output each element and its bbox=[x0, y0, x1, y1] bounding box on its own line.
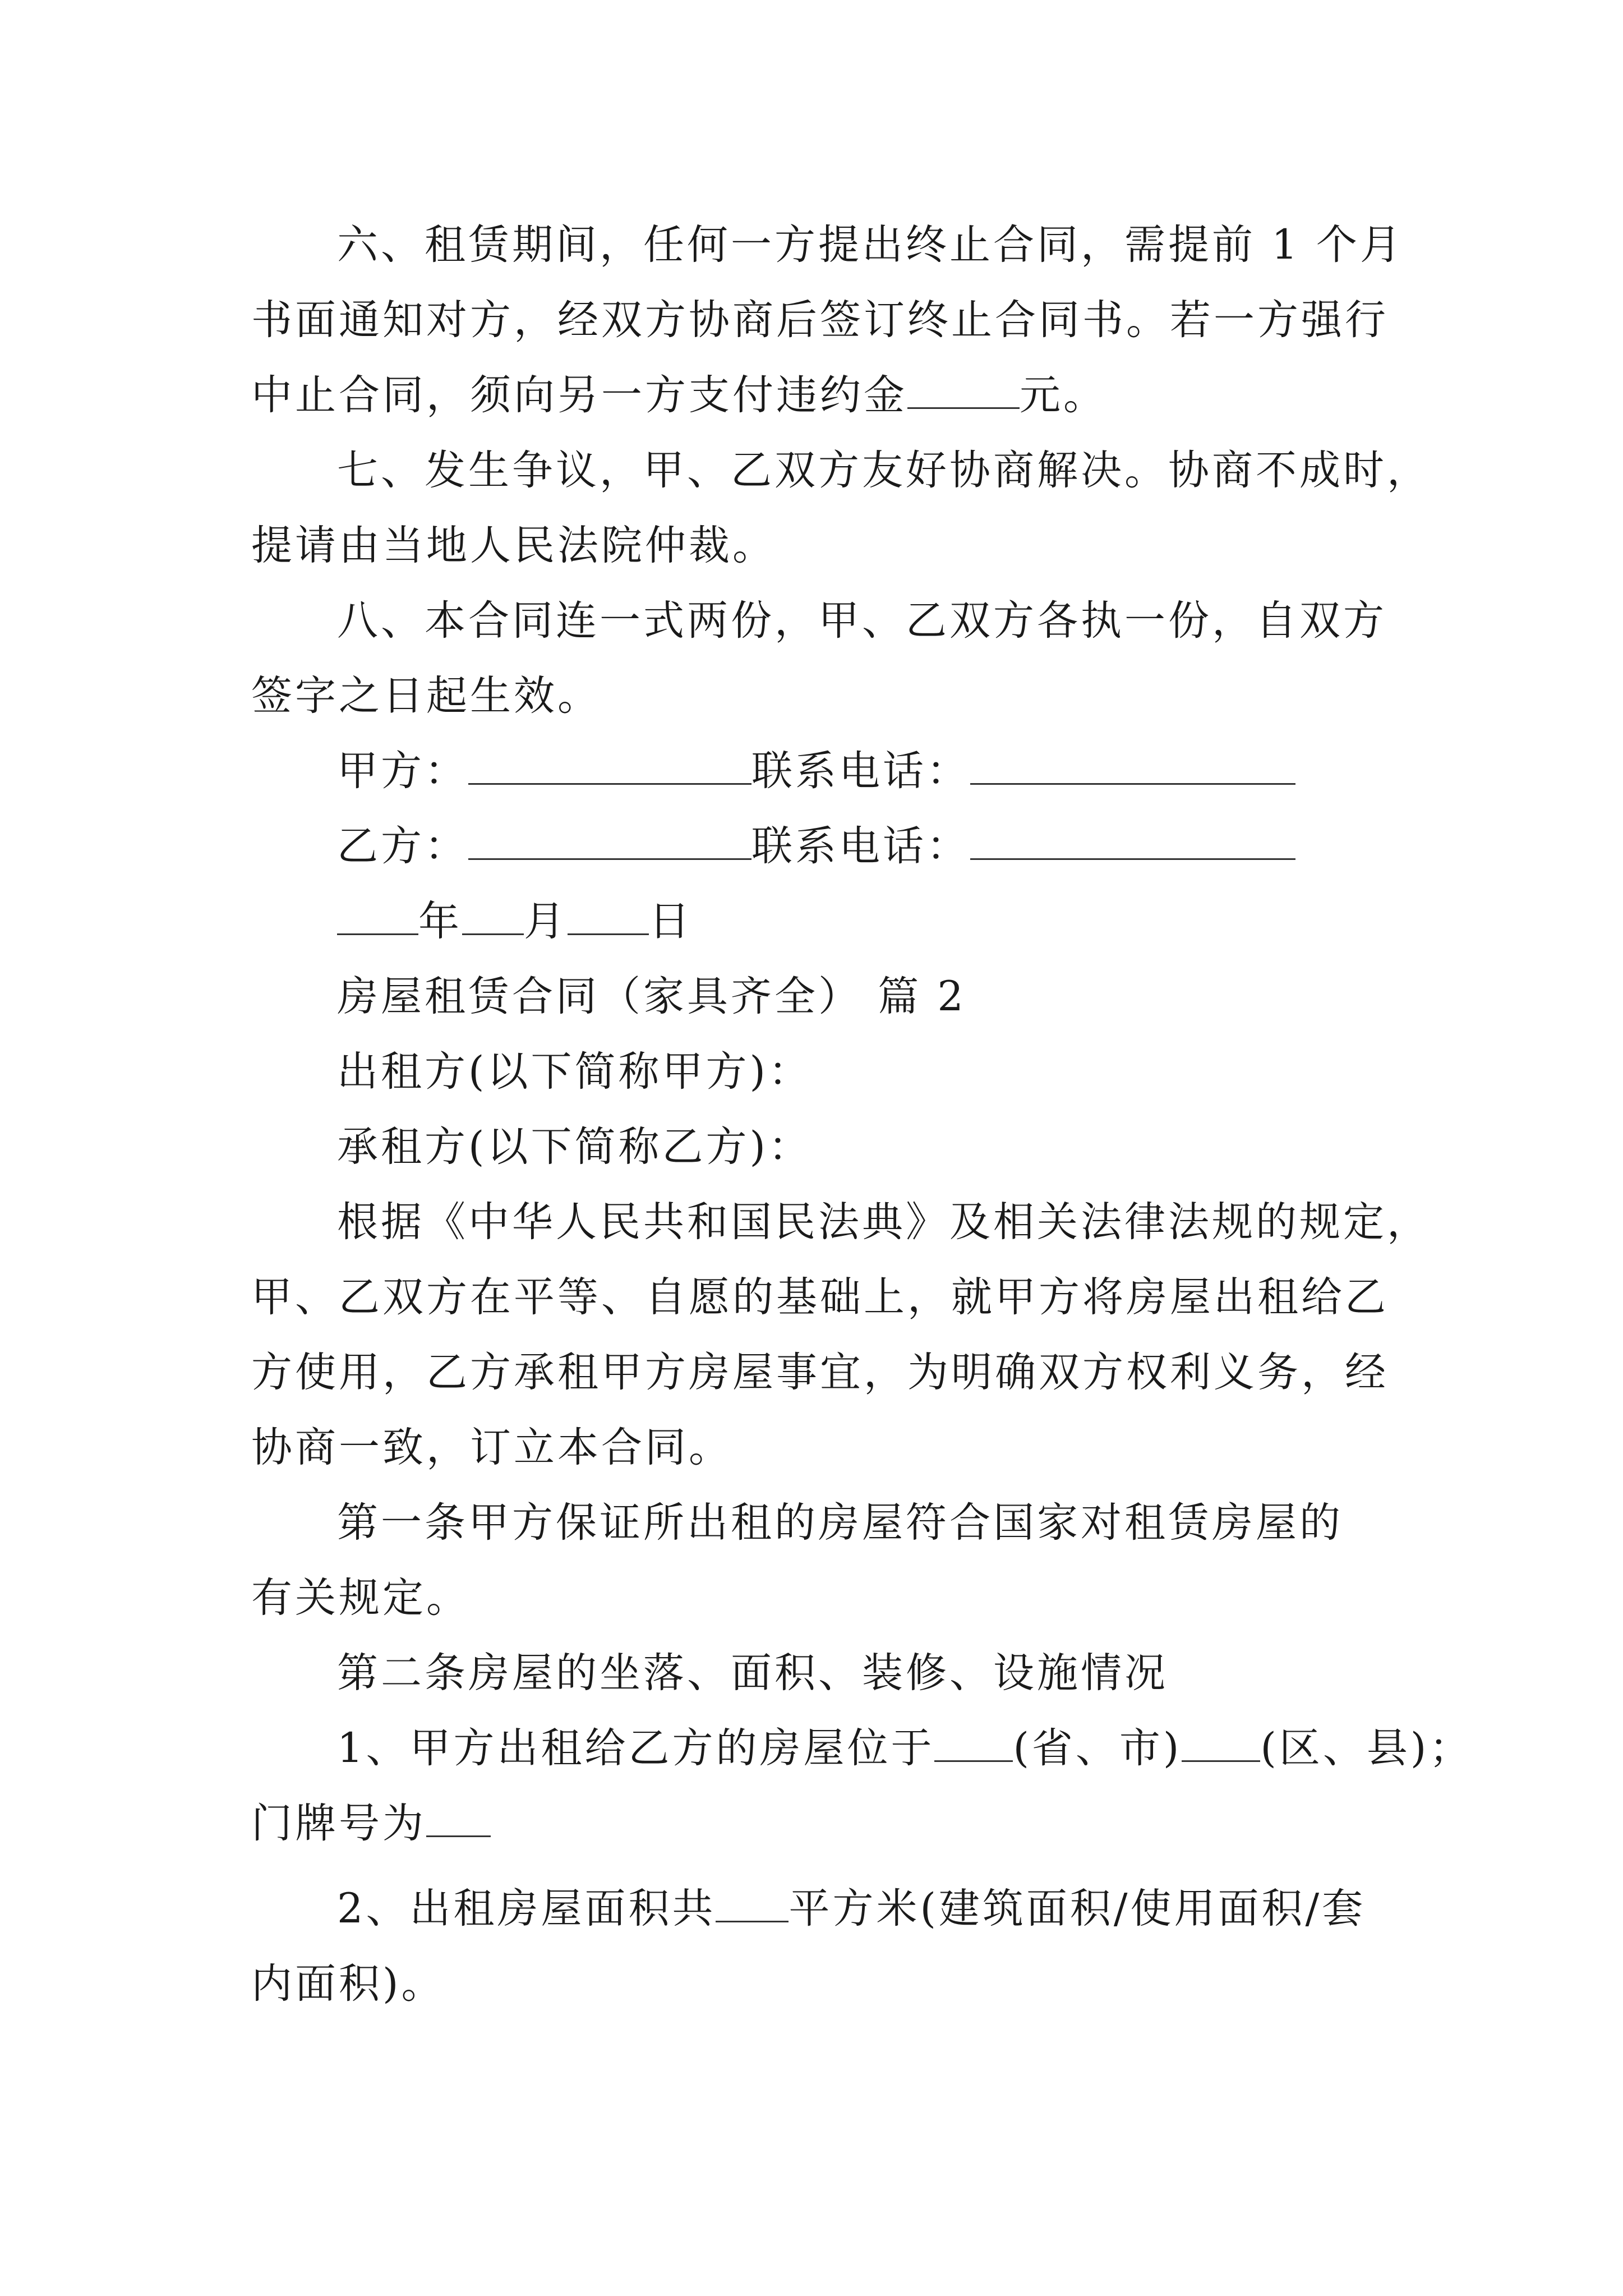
house-number-label: 门牌号为 bbox=[251, 1800, 426, 1847]
location-text: 1、甲方出租给乙方的房屋位于 bbox=[337, 1724, 935, 1772]
district-county-blank bbox=[1182, 1722, 1260, 1762]
month-blank bbox=[462, 895, 524, 935]
year-label: 年 bbox=[418, 898, 462, 945]
party-b-label: 乙方： bbox=[337, 822, 468, 870]
article-1-line-1: 第一条甲方保证所出租的房屋符合国家对租赁房屋的 bbox=[337, 1499, 1343, 1547]
party-a-blank bbox=[468, 745, 751, 785]
lessee-line: 承租方(以下简称乙方)： bbox=[337, 1123, 812, 1171]
party-a-label: 甲方： bbox=[337, 747, 468, 795]
clause-8-line-2: 签字之日起生效。 bbox=[251, 672, 601, 720]
article-2-item-2-line-2: 内面积)。 bbox=[251, 1960, 445, 2008]
clause-6-line-1: 六、租赁期间，任何一方提出终止合同，需提前 1 个月 bbox=[337, 221, 1404, 269]
province-city-blank bbox=[934, 1722, 1013, 1762]
preamble-line-1: 根据《中华人民共和国民法典》及相关法律法规的规定， bbox=[337, 1198, 1431, 1246]
preamble-line-4: 协商一致，订立本合同。 bbox=[251, 1424, 732, 1471]
lessor-line: 出租方(以下简称甲方)： bbox=[337, 1048, 812, 1096]
contract-2-title: 房屋租赁合同（家具齐全） 篇 2 bbox=[337, 973, 966, 1020]
penalty-blank bbox=[907, 369, 1020, 409]
party-a-phone-label: 联系电话： bbox=[751, 747, 970, 795]
party-a-signature-line bbox=[251, 734, 1376, 809]
party-b-blank bbox=[468, 820, 751, 860]
area-unit-text: 平方米(建筑面积/使用面积/套 bbox=[789, 1885, 1366, 1932]
article-2-heading: 第二条房屋的坐落、面积、装修、设施情况 bbox=[337, 1649, 1168, 1697]
district-county-label: (区、县)； bbox=[1260, 1724, 1473, 1772]
article-2-item-1-line-2 bbox=[251, 1786, 1376, 1861]
clause-7-line-2: 提请由当地人民法院仲裁。 bbox=[251, 522, 776, 569]
year-blank bbox=[337, 895, 418, 935]
day-label: 日 bbox=[649, 898, 693, 945]
clause-6-line-3 bbox=[251, 358, 1376, 433]
clause-6-line-2: 书面通知对方，经双方协商后签订终止合同书。若一方强行 bbox=[251, 296, 1389, 344]
document-body bbox=[251, 208, 1473, 2022]
party-b-phone-label: 联系电话： bbox=[751, 822, 970, 870]
party-a-phone-blank bbox=[970, 745, 1295, 785]
clause-8-line-1: 八、本合同连一式两份，甲、乙双方各执一份，自双方 bbox=[337, 597, 1387, 645]
party-b-phone-blank bbox=[970, 820, 1295, 860]
article-2-item-1-line-1 bbox=[251, 1711, 1473, 1786]
day-blank bbox=[568, 895, 649, 935]
clause-6-line-3-text: 中止合同，须向另一方支付违约金 bbox=[251, 371, 907, 419]
province-city-label: (省、市) bbox=[1013, 1724, 1182, 1772]
area-label: 2、出租房屋面积共 bbox=[337, 1885, 716, 1932]
article-2-item-2-line-1 bbox=[251, 1871, 1376, 1947]
month-label: 月 bbox=[524, 898, 568, 945]
clause-6-line-3-unit: 元。 bbox=[1020, 371, 1107, 419]
house-number-blank bbox=[426, 1797, 491, 1837]
preamble-line-2: 甲、乙双方在平等、自愿的基础上，就甲方将房屋出租给乙 bbox=[251, 1273, 1389, 1321]
article-1-line-2: 有关规定。 bbox=[251, 1574, 470, 1622]
preamble-line-3: 方使用，乙方承租甲方房屋事宜，为明确双方权利义务，经 bbox=[251, 1349, 1389, 1396]
clause-7-line-1: 七、发生争议，甲、乙双方友好协商解决。协商不成时， bbox=[337, 447, 1431, 494]
area-blank bbox=[716, 1883, 789, 1922]
date-line bbox=[251, 884, 1376, 959]
party-b-signature-line bbox=[251, 809, 1376, 884]
